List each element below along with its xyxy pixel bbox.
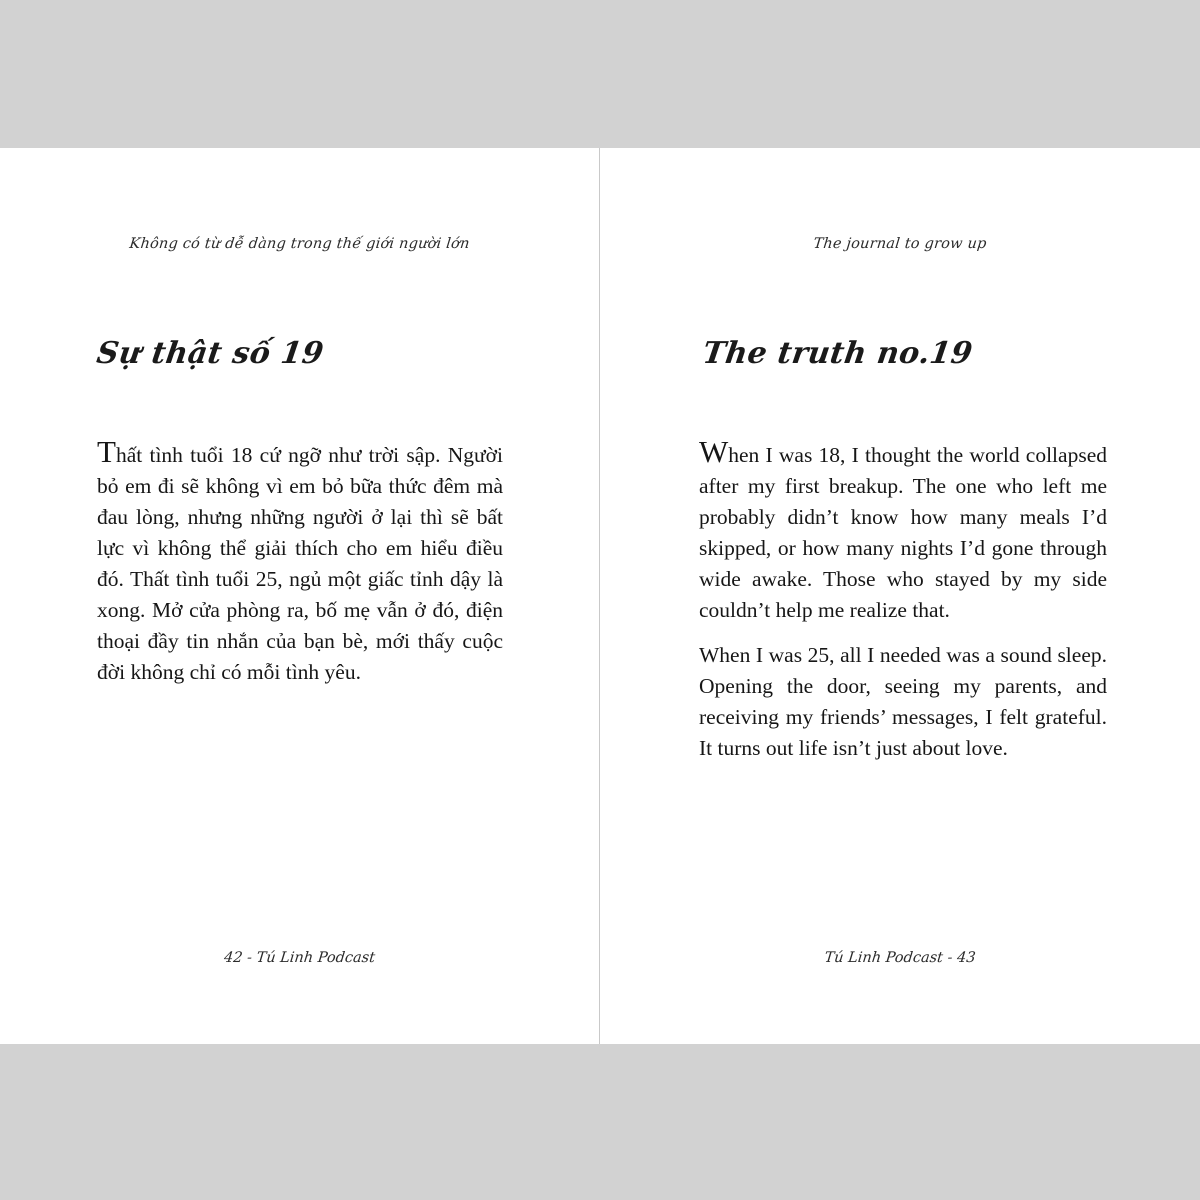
right-running-head (599, 236, 1200, 252)
left-page (0, 148, 600, 1044)
left-paragraph-1-text: hất tình tuổi 18 cứ ngỡ như trời sập. Người bỏ em đi sẽ không vì em bỏ bữa thức đêm mà đau lòng, nhưng những người ở lại thì sẽ bất lực vì không thể giải thích cho em hiểu điều đó. Thất tình tuổi 25, ngủ một giấc tỉnh dậy là xong. Mở cửa phòng ra, bố mẹ vẫn ở đó, điện thoại đầy tin nhắn của bạn bè, mới thấy cuộc đời không chỉ có mỗi tình yêu. (97, 443, 503, 684)
right-paragraph-1 (699, 436, 1107, 626)
right-folio-text: Tú Linh Podcast - 43 (823, 950, 977, 966)
right-running-head-text: The journal to grow up (812, 236, 988, 252)
left-paragraph-1 (97, 436, 503, 688)
left-dropcap: T (97, 434, 116, 469)
right-chapter-title: The truth no.19 (700, 336, 975, 371)
left-running-head (0, 236, 600, 252)
right-page (600, 148, 1200, 1044)
right-folio (599, 950, 1200, 966)
left-folio (0, 950, 600, 966)
right-dropcap: W (699, 434, 729, 469)
book-spread (0, 148, 1200, 1044)
right-paragraph-2: When I was 25, all I needed was a sound sleep. Opening the door, seeing my parents, and receiving my friends’ messages, I felt grateful. It turns out life isn’t just about love. (699, 643, 1107, 760)
left-folio-text: 42 - Tú Linh Podcast (223, 950, 376, 966)
left-body-text (97, 436, 503, 688)
left-chapter-title: Sự thật số 19 (94, 336, 326, 371)
right-paragraph-1-text: hen I was 18, I thought the world collapsed after my first breakup. The one who left me probably didn’t know how many meals I’d skipped, or how many nights I’d gone through wide awake. Those who stayed by my side couldn’t help me realize that. (699, 443, 1107, 622)
left-running-head-text: Không có từ dễ dàng trong thế giới người lớn (128, 236, 471, 252)
right-body-text (699, 436, 1107, 764)
